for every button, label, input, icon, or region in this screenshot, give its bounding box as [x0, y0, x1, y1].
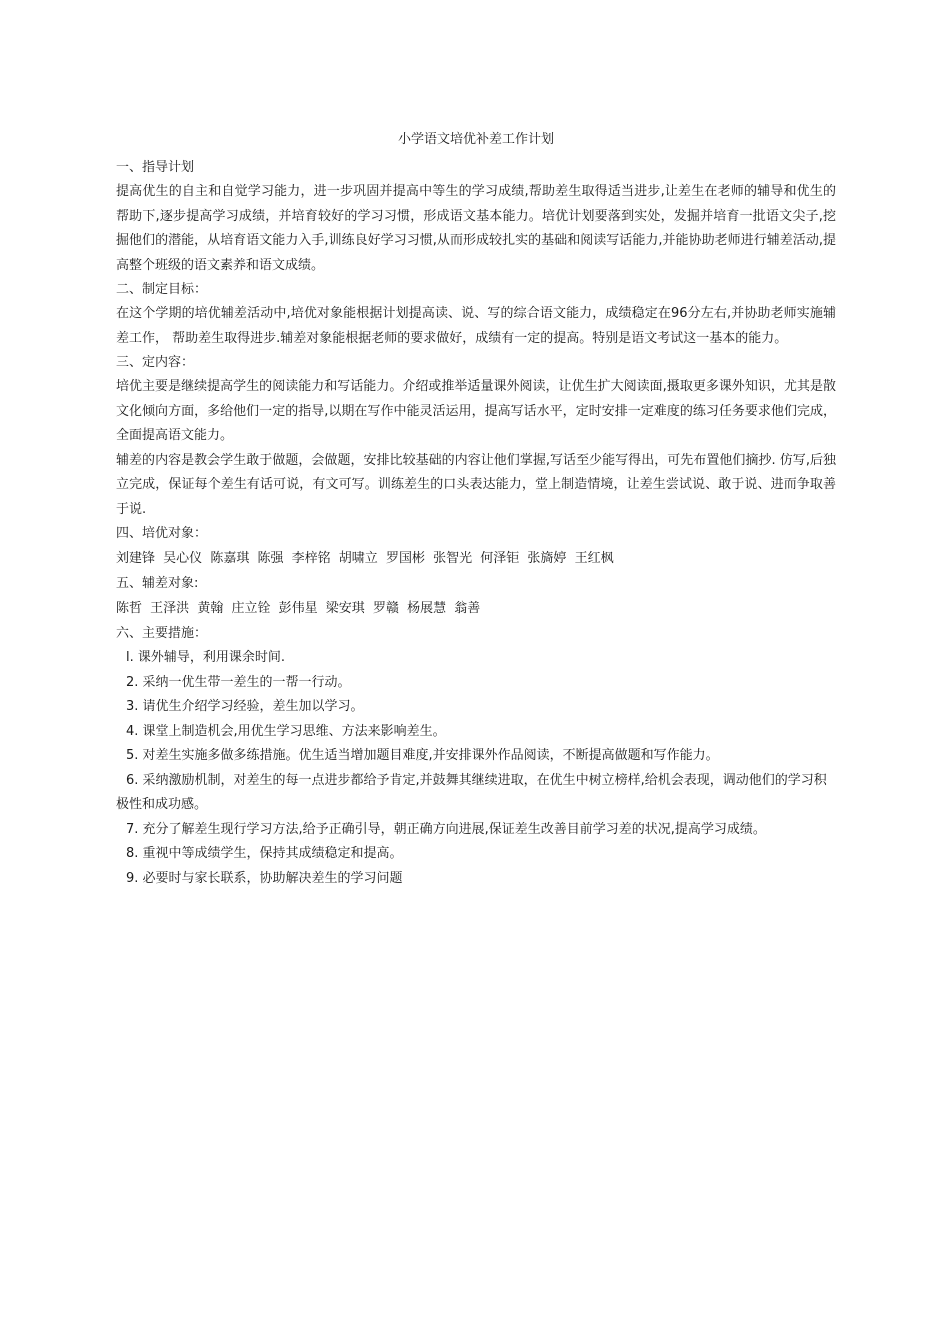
item-text: 课外辅导，利用课余时间.: [133, 650, 286, 665]
section-paragraph-guidance: 提高优生的自主和自觉学习能力，进一步巩固并提高中等生的学习成绩,帮助差生取得适当进步,让差生在老师的辅导和优生的帮助下,逐步提高学习成绩，并培育较好的学习习惯，形成语文基本能力。培优计划要落到实处，发掘并培育一批语文尖子,挖掘他们的潜能，从培育语文能力入手,训练良好学习习惯,从而形成较扎实的基础和阅读写话能力,并能协助老师进行辅差活动,提高整个班级的语文素养和语文成绩。: [116, 184, 836, 273]
list-item: [116, 695, 836, 720]
list-item: [116, 720, 836, 745]
list-item: [116, 646, 836, 671]
student-name: 张智光: [433, 551, 473, 566]
item-text: 采纳一优生带一差生的一帮一行动。: [138, 674, 351, 690]
list-item: [116, 867, 836, 892]
remedial-student-names: [116, 596, 836, 622]
student-name: 王红枫: [574, 551, 614, 566]
section-paragraph-content-advanced: 培优主要是继续提高学生的阅读能力和写话能力。介绍或推举适量课外阅读，让优生扩大阅读面,摄取更多课外知识，尤其是散文化倾向方面，多给他们一定的指导,以期在写作中能灵活运用，提高写话水平，定时安排一定难度的练习任务要求他们完成，全面提高语文能力。: [116, 379, 836, 443]
student-name: 庄立铨: [231, 601, 271, 616]
student-name: 吴心仪: [163, 551, 203, 566]
item-number: 8.: [126, 846, 139, 861]
item-text: 重视中等成绩学生，保持其成绩稳定和提高。: [138, 846, 403, 861]
list-item: [116, 671, 836, 696]
section-heading-advanced-students: 四、培优对象：: [116, 526, 208, 541]
student-name: 胡啸立: [338, 551, 378, 566]
section-paragraph-content-remedial: 辅差的内容是教会学生敢于做题，会做题，安排比较基础的内容让他们掌握,写话至少能写得出，可先布置他们摘抄. 仿写,后独立完成，保证每个差生有话可说，有文可写。训练差生的口头表达能力，堂上制造情境，让差生尝试说、敢于说、进而争取善于说.: [116, 452, 836, 517]
section-heading-content: 三、定内容：: [116, 355, 195, 370]
item-text: 采纳激励机制，对差生的每一点进步都给予肯定,并鼓舞其继续进取，在优生中树立榜样,给机会表现，调动他们的学习积极性和成功感。: [116, 772, 827, 812]
student-name: 罗国彬: [385, 551, 425, 566]
student-name: 黄翰: [197, 601, 224, 616]
student-name: 彭伟星: [278, 601, 318, 616]
section-heading-goals: 二、制定目标：: [116, 282, 208, 297]
student-name: 李梓铭: [291, 551, 331, 566]
item-number: 5.: [126, 748, 139, 763]
item-text: 必要时与家长联系，协助解决差生的学习问题: [138, 870, 403, 886]
student-name: 梁安琪: [325, 601, 365, 616]
student-name: 张旖婷: [527, 551, 567, 566]
student-name: 陈嘉琪: [210, 551, 250, 566]
section-heading-remedial-students: 五、辅差对象:: [116, 576, 199, 591]
document-title: 小学语文培优补差工作计划: [397, 132, 554, 147]
item-text: 对差生实施多做多练措施。优生适当增加题目难度,并安排课外作品阅读，不断提高做题和写作能力。: [138, 748, 719, 763]
item-text: 课堂上制造机会,用优生学习思维、方法来影响差生。: [138, 723, 446, 739]
student-name: 陈强: [257, 551, 284, 566]
item-number: 2.: [126, 674, 139, 690]
student-name: 何泽钜: [480, 551, 520, 566]
document-page: [116, 128, 836, 891]
student-name: 刘建锋: [116, 551, 156, 566]
list-item: [116, 769, 836, 818]
list-item: [116, 818, 836, 843]
item-number: 6.: [126, 772, 139, 788]
item-number: 7.: [126, 821, 139, 837]
student-name: 王泽洪: [150, 601, 190, 616]
list-item: [116, 744, 836, 769]
list-item: [116, 842, 836, 867]
item-number: l.: [126, 650, 134, 665]
section-heading-measures: 六、主要措施：: [116, 626, 208, 641]
item-number: 9.: [126, 870, 139, 886]
section-heading-guidance: 一、指导计划: [116, 160, 195, 175]
advanced-student-names: [116, 546, 836, 572]
section-paragraph-goals: 在这个学期的培优辅差活动中,培优对象能根据计划提高读、说、写的综合语文能力，成绩稳定在96分左右,并协助老师实施辅差工作， 帮助差生取得进步.辅差对象能根据老师的要求做好，成绩有一定的提高。特别是语文考试这一基本的能力。: [116, 306, 836, 346]
student-name: 陈哲: [116, 601, 143, 616]
student-name: 罗赣: [372, 601, 399, 616]
measures-list: [116, 646, 836, 891]
item-text: 充分了解差生现行学习方法,给予正确引导，朝正确方向进展,保证差生改善目前学习差的状况,提高学习成绩。: [138, 821, 766, 837]
item-text: 请优生介绍学习经验，差生加以学习。: [138, 699, 364, 714]
student-name: 杨展慧: [407, 601, 447, 616]
item-number: 3.: [126, 699, 139, 714]
item-number: 4.: [126, 723, 139, 739]
student-name: 翁善: [454, 601, 481, 616]
